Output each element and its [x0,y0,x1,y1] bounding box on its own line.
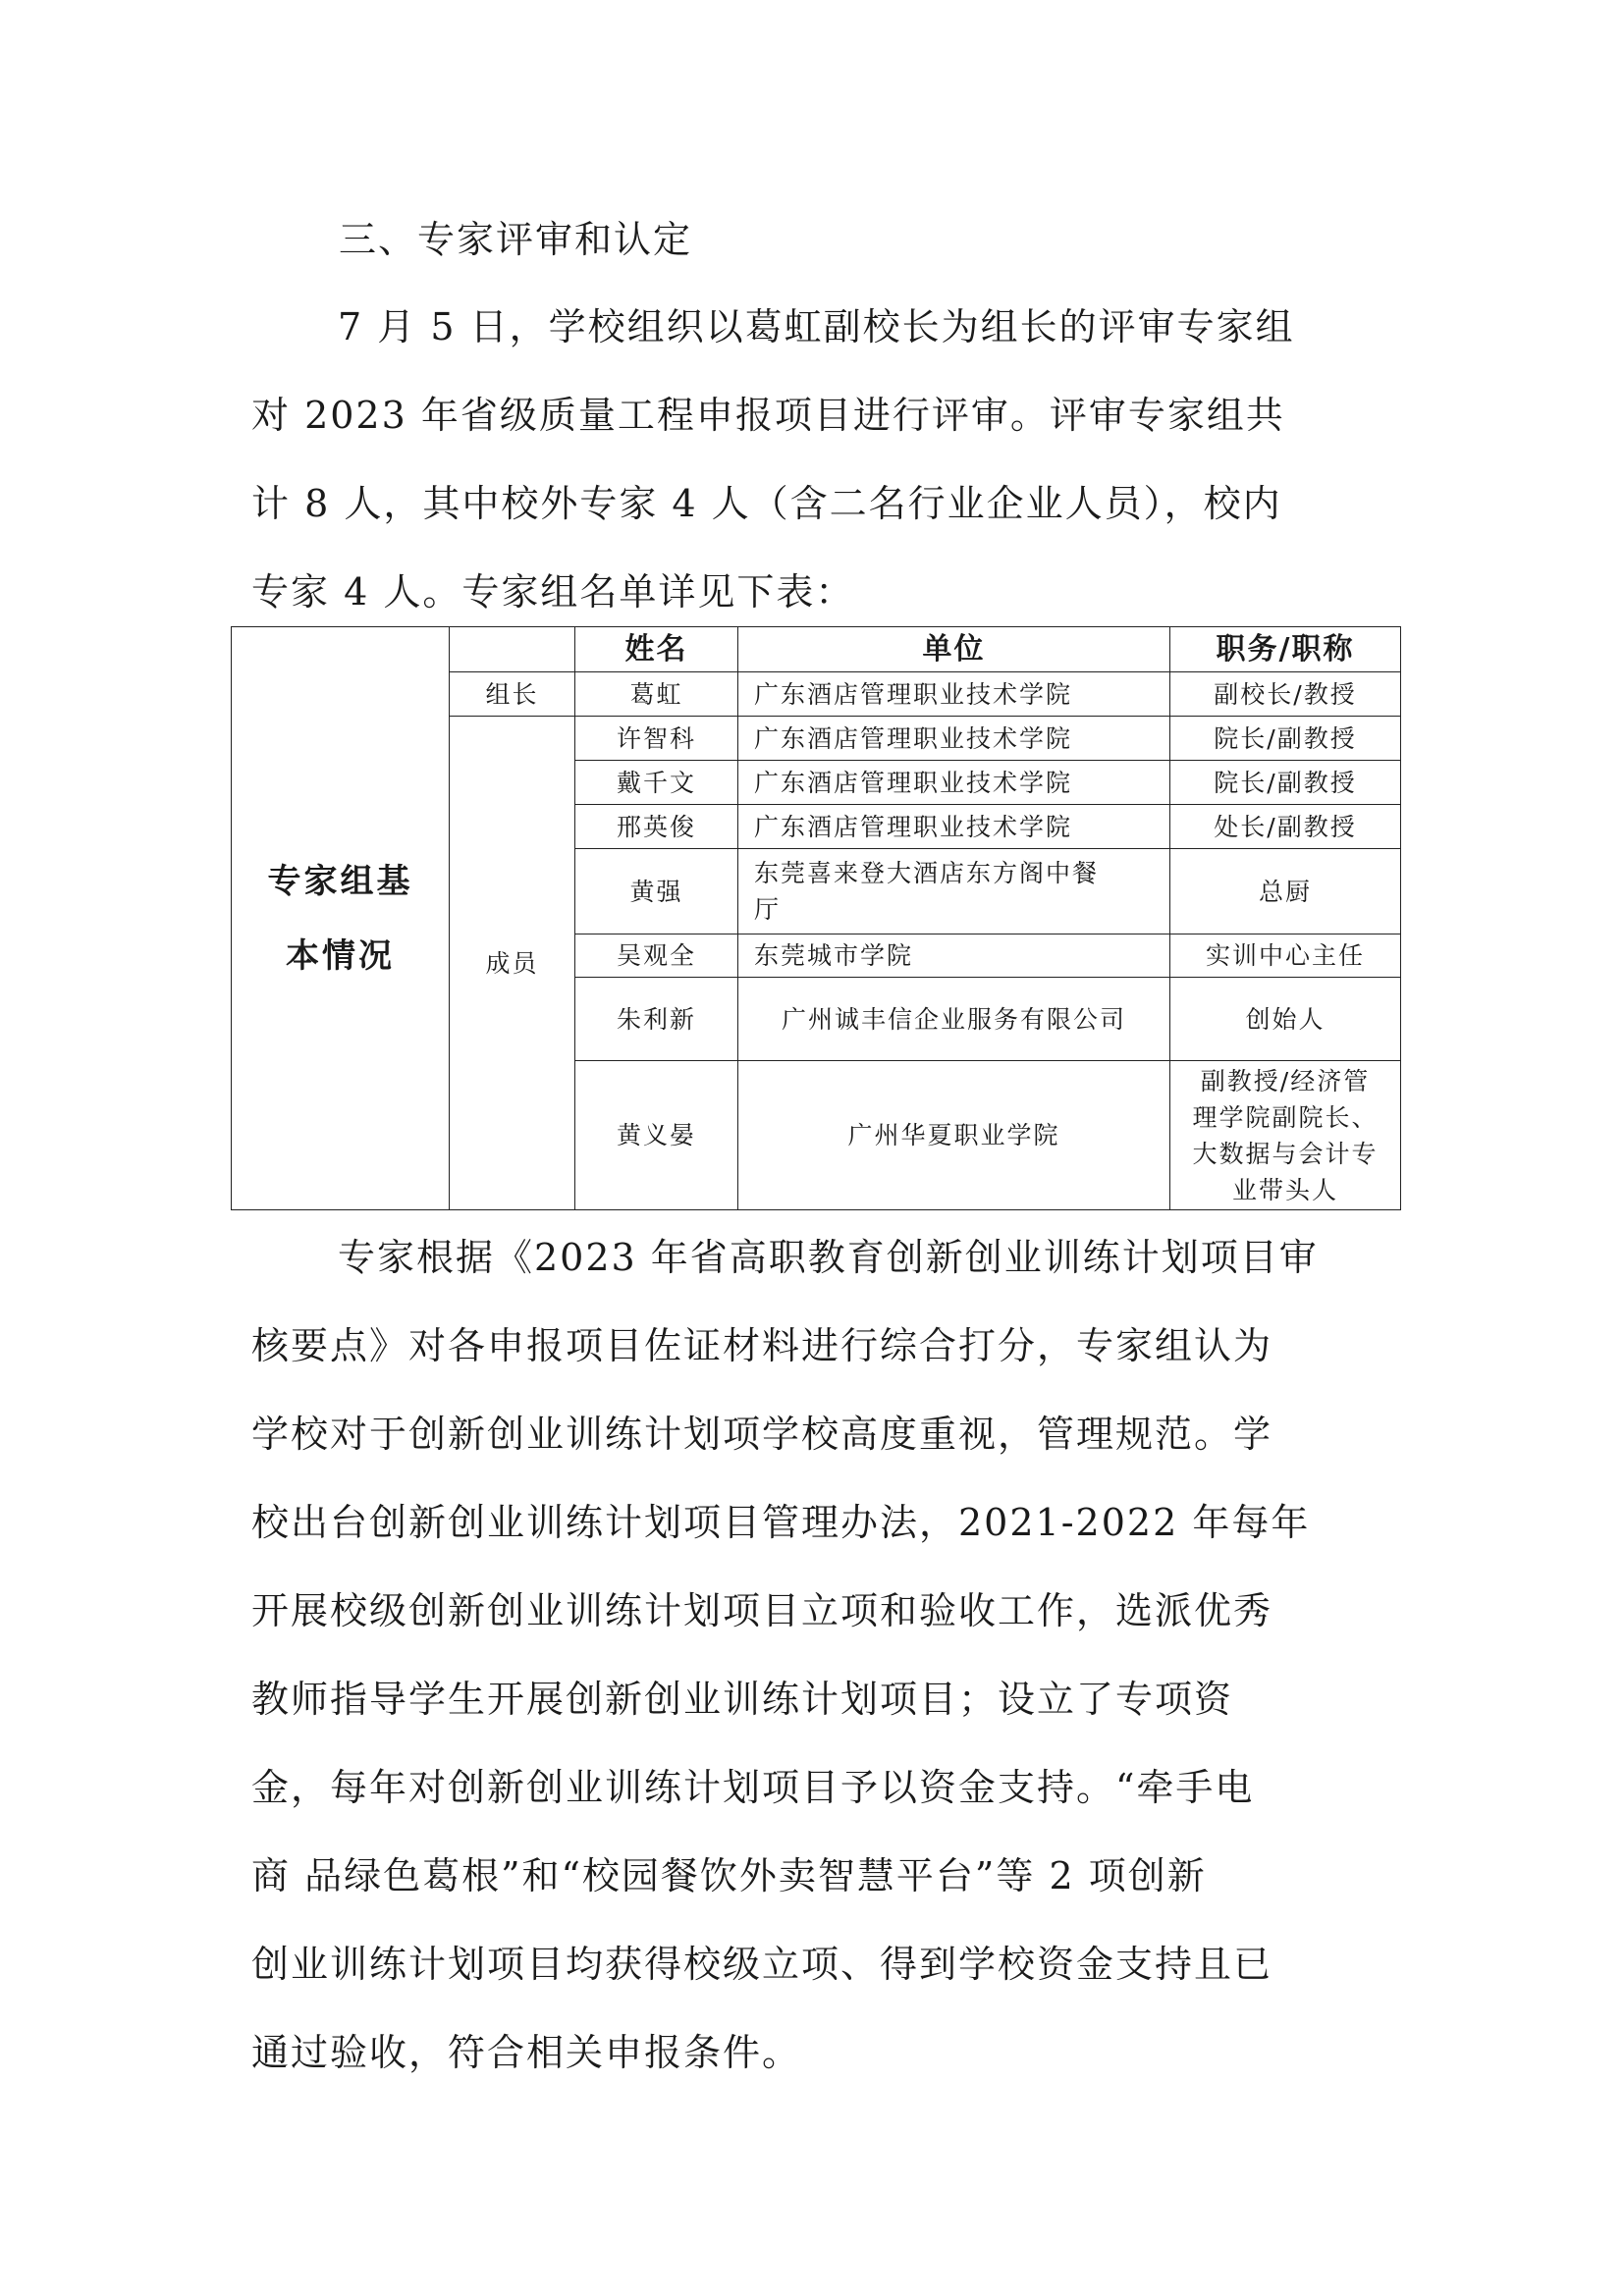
name-header: 姓名 [575,627,738,672]
paragraph-line: 商 品绿色葛根”和“校园餐饮外卖智慧平台”等 2 项创新 [251,1854,1207,1897]
title-cell: 处长/副教授 [1170,805,1401,849]
title-cell: 总厨 [1170,849,1401,934]
title-line: 大数据与会计专 [1192,1139,1379,1168]
paragraph-line: 金，每年对创新创业训练计划项目予以资金支持。“牵手电 [251,1766,1255,1809]
title-line: 副教授/经济管 [1200,1066,1371,1095]
table-header-row [232,627,1401,672]
paragraph-line: 通过验收，符合相关申报条件。 [251,2031,802,2074]
name-cell: 葛虹 [575,672,738,717]
unit-header: 单位 [738,627,1170,672]
title-line: 业带头人 [1231,1175,1338,1204]
unit-cell: 广东酒店管理职业技术学院 [738,672,1170,717]
paragraph-line: 计 8 人，其中校外专家 4 人（含二名行业企业人员），校内 [251,482,1282,525]
unit-line: 厅 [754,895,782,924]
section-heading: 三、专家评审和认定 [339,218,693,261]
paragraph-line: 核要点》对各申报项目佐证材料进行综合打分，专家组认为 [251,1324,1273,1367]
paragraph-line: 教师指导学生开展创新创业训练计划项目；设立了专项资 [251,1678,1234,1721]
paragraph-line: 学校对于创新创业训练计划项学校高度重视，管理规范。学 [251,1413,1273,1456]
name-cell: 黄义晏 [575,1061,738,1210]
title-cell: 院长/副教授 [1170,761,1401,805]
title-cell: 创始人 [1170,978,1401,1061]
paragraph-line: 专家 4 人。专家组名单详见下表： [251,570,855,614]
title-cell [1170,1061,1401,1210]
name-cell: 朱利新 [575,978,738,1061]
group-label-line: 专家组基 [267,861,413,901]
title-header: 职务/职称 [1170,627,1401,672]
unit-cell [738,849,1170,934]
unit-cell: 广州华夏职业学院 [738,1061,1170,1210]
paragraph-line: 专家根据《2023 年省高职教育创新创业训练计划项目审 [338,1236,1319,1279]
title-line: 理学院副院长、 [1192,1102,1379,1132]
name-cell: 吴观全 [575,934,738,978]
title-cell: 实训中心主任 [1170,934,1401,978]
name-cell: 黄强 [575,849,738,934]
member-role-cell: 成员 [450,717,575,1210]
title-cell: 院长/副教授 [1170,717,1401,761]
unit-cell: 广州诚丰信企业服务有限公司 [738,978,1170,1061]
unit-cell: 广东酒店管理职业技术学院 [738,761,1170,805]
group-label-line: 本情况 [286,935,395,976]
unit-line: 东莞喜来登大酒店东方阁中餐 [754,859,1100,887]
unit-cell: 东莞城市学院 [738,934,1170,978]
paragraph-line: 创业训练计划项目均获得校级立项、得到学校资金支持且已 [251,1943,1273,1986]
paragraph-line: 开展校级创新创业训练计划项目立项和验收工作，选派优秀 [251,1589,1273,1632]
intro-paragraph [251,283,1390,636]
unit-cell: 广东酒店管理职业技术学院 [738,805,1170,849]
paragraph-line: 对 2023 年省级质量工程申报项目进行评审。评审专家组共 [251,394,1285,437]
group-label-cell [232,627,450,1210]
title-cell: 副校长/教授 [1170,672,1401,717]
leader-role-cell: 组长 [450,672,575,717]
expert-group-table [231,626,1401,1210]
name-cell: 戴千文 [575,761,738,805]
paragraph-line: 校出台创新创业训练计划项目管理办法，2021-2022 年每年 [251,1501,1311,1544]
name-cell: 邢英俊 [575,805,738,849]
name-cell: 许智科 [575,717,738,761]
paragraph-line: 7 月 5 日，学校组织以葛虹副校长为组长的评审专家组 [338,305,1295,348]
review-paragraph [251,1213,1390,2097]
unit-cell: 广东酒店管理职业技术学院 [738,717,1170,761]
role-header-cell [450,627,575,672]
